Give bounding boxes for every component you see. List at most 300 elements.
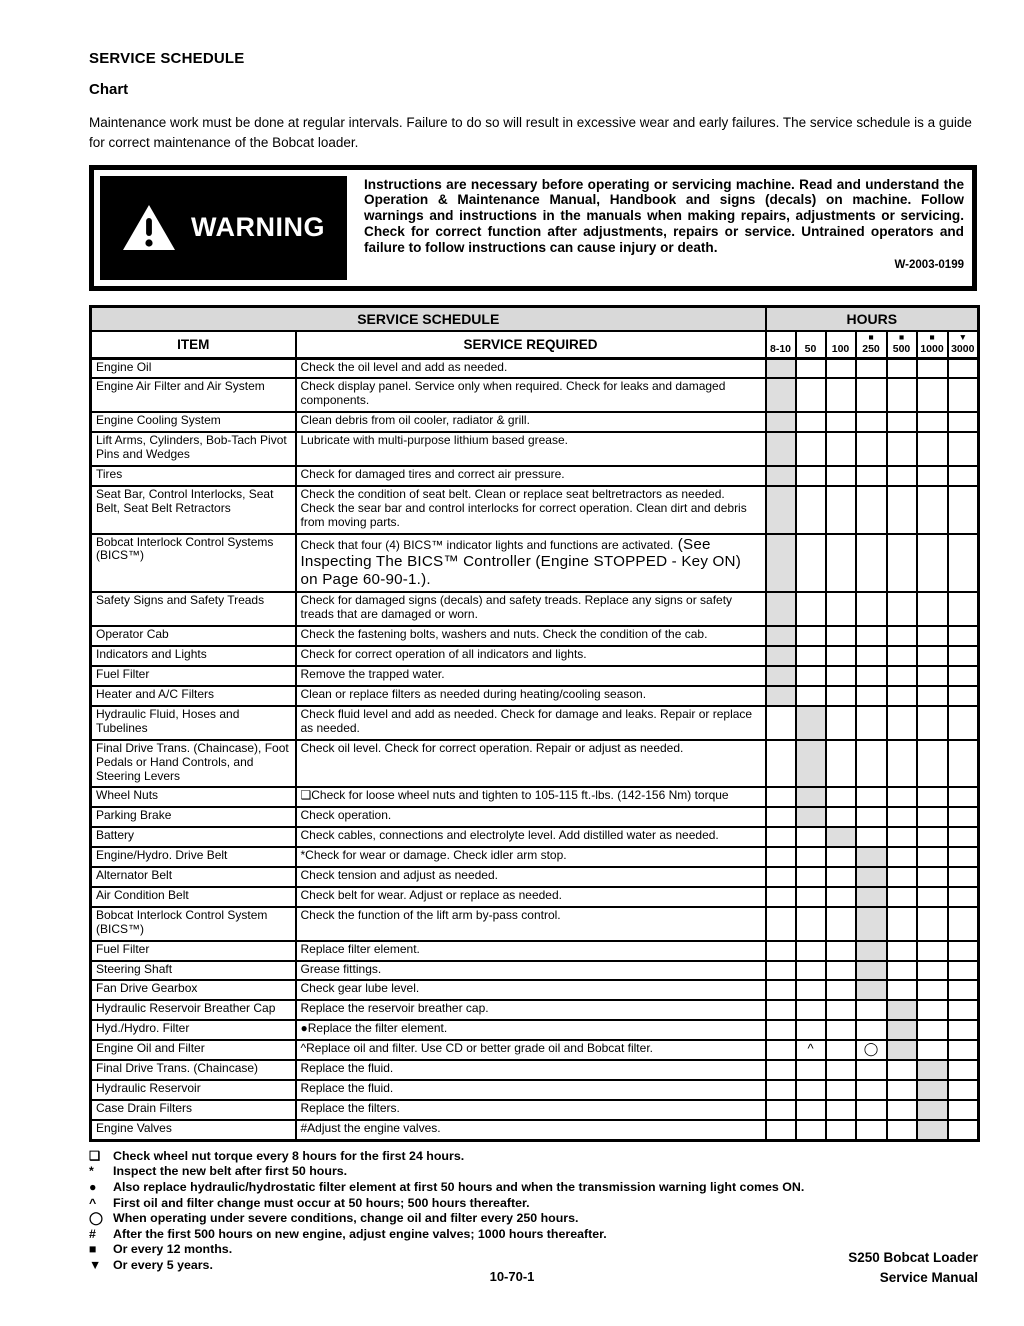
footnote-symbol: ▼ — [89, 1258, 102, 1273]
hour-cell — [917, 666, 948, 686]
hour-cell — [766, 867, 796, 887]
warning-label-text: WARNING — [191, 212, 325, 242]
hour-cell — [766, 706, 796, 740]
footnote-symbol: ◯ — [89, 1211, 103, 1226]
hour-cell — [796, 1100, 826, 1120]
hour-cell — [948, 626, 979, 646]
hour-cell — [948, 907, 979, 941]
item-cell: Alternator Belt — [91, 867, 296, 887]
hour-cell — [796, 1000, 826, 1020]
hour-cell — [826, 807, 856, 827]
hour-cell-shaded — [796, 740, 826, 788]
hour-cell-shaded — [856, 847, 887, 867]
hour-cell — [796, 466, 826, 486]
service-cell: Check for damaged signs (decals) and safety treads. Replace any signs or safety treads that are damaged or worn. — [296, 592, 766, 626]
table-row — [91, 358, 979, 378]
hour-cell — [887, 740, 917, 788]
hour-cell — [948, 867, 979, 887]
hour-cell-shaded — [766, 358, 796, 378]
hour-cell-shaded — [856, 980, 887, 1000]
footnote-text: Check wheel nut torque every 8 hours for the first 24 hours. — [113, 1148, 465, 1163]
item-cell: Seat Bar, Control Interlocks, Seat Belt, Seat Belt Retractors — [91, 486, 296, 534]
hour-cell — [917, 1040, 948, 1060]
hour-cell — [856, 1060, 887, 1080]
hour-cell — [796, 907, 826, 941]
hour-cell — [766, 787, 796, 807]
hour-cell — [917, 378, 948, 412]
hour-cell — [826, 626, 856, 646]
hour-cell — [766, 740, 796, 788]
hour-cell-shaded — [796, 787, 826, 807]
hour-cell-shaded — [887, 1040, 917, 1060]
square-marker-icon: ■ — [898, 331, 905, 342]
hour-cell — [766, 827, 796, 847]
hour-cell — [856, 706, 887, 740]
footnote — [89, 1242, 977, 1258]
item-column-header: ITEM — [91, 331, 296, 359]
hour-cell — [917, 626, 948, 646]
hour-cell — [796, 626, 826, 646]
footnote-symbol: # — [89, 1226, 96, 1241]
table-row — [91, 1000, 979, 1020]
warning-text: Instructions are necessary before operating or servicing machine. Read and understand the Operation & Maintenance Manual, Handbook and signs (decals) on machine. Follow warnings and instructions in the manuals when making repairs, adjustments or servicing. Check for correct function after adjustments, repairs or service. Untrained operators and failure to follow instructions can cause injury or death. — [364, 176, 964, 256]
service-cell: Check display panel. Service only when required. Check for leaks and damaged components. — [296, 378, 766, 412]
hour-cell — [887, 827, 917, 847]
footnote-symbol: * — [89, 1164, 94, 1179]
item-cell: Hydraulic Fluid, Hoses and Tubelines — [91, 706, 296, 740]
warning-box — [89, 165, 977, 291]
hour-cell — [796, 666, 826, 686]
hour-cell — [796, 592, 826, 626]
hour-cell-shaded — [766, 432, 796, 466]
hour-cell — [948, 412, 979, 432]
hour-cell-shaded — [796, 807, 826, 827]
footnote-text: Or every 12 months. — [113, 1242, 233, 1257]
hour-cell — [887, 980, 917, 1000]
service-cell: Check the oil level and add as needed. — [296, 358, 766, 378]
hour-cell — [766, 807, 796, 827]
table-title-left: SERVICE SCHEDULE — [91, 306, 766, 331]
footnote — [89, 1149, 977, 1165]
hour-cell — [796, 646, 826, 666]
warning-code: W-2003-0199 — [894, 258, 964, 271]
hour-cell — [766, 1060, 796, 1080]
service-cell: Check for damaged tires and correct air pressure. — [296, 466, 766, 486]
hour-cell — [948, 646, 979, 666]
table-subheader-row — [91, 331, 979, 359]
item-cell: Battery — [91, 827, 296, 847]
document-title: S250 Bobcat Loader — [848, 1249, 978, 1265]
hour-label: 500 — [892, 342, 911, 355]
hour-cell-shaded — [766, 534, 796, 593]
hour-cell-shaded — [917, 1120, 948, 1140]
hour-cell — [948, 486, 979, 534]
hour-label: 100 — [831, 342, 850, 355]
hour-cell — [887, 592, 917, 626]
table-row — [91, 907, 979, 941]
hour-cell — [887, 1060, 917, 1080]
hour-cell — [887, 358, 917, 378]
hour-cell — [766, 1080, 796, 1100]
square-marker-icon: ■ — [868, 331, 874, 342]
hour-cell — [948, 807, 979, 827]
hour-cell — [917, 534, 948, 593]
hour-cell — [887, 867, 917, 887]
hour-cell — [856, 1080, 887, 1100]
hour-cell — [948, 432, 979, 466]
hour-cell — [766, 1100, 796, 1120]
hour-cell — [948, 1100, 979, 1120]
service-cell: Check tension and adjust as needed. — [296, 867, 766, 887]
footnote-text: After the first 500 hours on new engine, adjust engine valves; 1000 hours thereafter. — [113, 1226, 607, 1241]
hour-cell — [917, 646, 948, 666]
hour-cell — [917, 466, 948, 486]
hour-cell — [917, 358, 948, 378]
item-cell: Engine Valves — [91, 1120, 296, 1140]
hour-cell — [948, 847, 979, 867]
hour-cell — [887, 941, 917, 961]
hour-cell-shaded — [766, 646, 796, 666]
hour-cell — [948, 1000, 979, 1020]
section-subtitle: Chart — [89, 81, 129, 98]
hour-cell — [826, 466, 856, 486]
table-row — [91, 1100, 979, 1120]
hour-cell-shaded — [796, 706, 826, 740]
hour-cell — [948, 980, 979, 1000]
hour-cell — [948, 358, 979, 378]
item-cell: Tires — [91, 466, 296, 486]
hour-cell-shaded — [826, 827, 856, 847]
table-row — [91, 412, 979, 432]
hour-cell — [826, 378, 856, 412]
hour-cell — [796, 1080, 826, 1100]
hour-label: 1000 — [920, 342, 944, 355]
hour-cell — [887, 432, 917, 466]
hour-label: 250 — [862, 342, 880, 355]
item-cell: Hyd./Hydro. Filter — [91, 1020, 296, 1040]
service-cell: Lubricate with multi-purpose lithium based grease. — [296, 432, 766, 466]
hour-cell — [917, 961, 948, 981]
hour-cell — [948, 1060, 979, 1080]
hour-cell — [917, 486, 948, 534]
table-row — [91, 592, 979, 626]
table-row — [91, 867, 979, 887]
service-cell: Grease fittings. — [296, 961, 766, 981]
hour-cell-shaded — [856, 887, 887, 907]
hour-cell — [887, 378, 917, 412]
item-cell: Heater and A/C Filters — [91, 686, 296, 706]
footnote-text: First oil and filter change must occur at 50 hours; 500 hours thereafter. — [113, 1195, 530, 1210]
hour-cell — [826, 1100, 856, 1120]
footnote-text: Also replace hydraulic/hydrostatic filter element at first 50 hours and when the transmission warning light comes ON. — [113, 1179, 805, 1194]
hour-cell — [887, 466, 917, 486]
hour-cell — [948, 378, 979, 412]
hour-cell-shaded — [766, 412, 796, 432]
hour-cell — [826, 592, 856, 626]
hour-cell-shaded — [856, 941, 887, 961]
footnote — [89, 1227, 977, 1243]
service-cell: Check the condition of seat belt. Clean or replace seat beltretractors as needed. Check the sear bar and control interlocks for correct operation. Clean dirt and debris from moving parts. — [296, 486, 766, 534]
hour-cell-shaded — [887, 1020, 917, 1040]
table-row — [91, 827, 979, 847]
hour-cell — [887, 907, 917, 941]
service-cell: Check the fastening bolts, washers and nuts. Check the condition of the cab. — [296, 626, 766, 646]
hour-column-header — [796, 331, 826, 359]
footnotes-section — [89, 1149, 977, 1274]
hour-cell — [856, 1100, 887, 1120]
document-subtitle: Service Manual — [879, 1269, 978, 1285]
hour-cell — [856, 787, 887, 807]
footnote-symbol: ■ — [89, 1242, 97, 1257]
hour-cell — [826, 534, 856, 593]
hour-cell — [917, 432, 948, 466]
item-cell: Engine Cooling System — [91, 412, 296, 432]
table-row — [91, 847, 979, 867]
hour-cell-shaded — [766, 486, 796, 534]
hour-cell — [948, 961, 979, 981]
service-column-header: SERVICE REQUIRED — [296, 331, 766, 359]
footnote — [89, 1180, 977, 1196]
hour-cell-shaded — [917, 1100, 948, 1120]
hour-cell — [826, 432, 856, 466]
table-row — [91, 1020, 979, 1040]
hour-cell — [917, 686, 948, 706]
hour-cell — [887, 706, 917, 740]
hour-cell — [948, 534, 979, 593]
hour-cell — [887, 534, 917, 593]
table-row — [91, 740, 979, 788]
table-row — [91, 1040, 979, 1060]
hour-cell — [856, 1120, 887, 1140]
hour-cell — [856, 686, 887, 706]
item-cell: Hydraulic Reservoir — [91, 1080, 296, 1100]
footnote-symbol: ^ — [89, 1195, 97, 1210]
hour-cell — [948, 592, 979, 626]
service-cell: Clean debris from oil cooler, radiator & grill. — [296, 412, 766, 432]
item-cell: Fan Drive Gearbox — [91, 980, 296, 1000]
hour-cell — [948, 706, 979, 740]
hour-column-header — [887, 331, 917, 359]
hour-cell — [948, 666, 979, 686]
table-row — [91, 466, 979, 486]
hour-cell — [796, 1020, 826, 1040]
hour-cell — [826, 1000, 856, 1020]
hour-cell — [766, 941, 796, 961]
hour-cell — [796, 980, 826, 1000]
hour-cell-shaded — [856, 961, 887, 981]
item-cell: Bobcat Interlock Control System (BICS™) — [91, 907, 296, 941]
item-cell: Parking Brake — [91, 807, 296, 827]
hour-cell — [796, 378, 826, 412]
hour-cell — [948, 941, 979, 961]
hour-cell — [887, 646, 917, 666]
service-cell: Check operation. — [296, 807, 766, 827]
table-row — [91, 534, 979, 593]
item-cell: Engine/Hydro. Drive Belt — [91, 847, 296, 867]
hour-cell — [826, 666, 856, 686]
hour-cell — [826, 1080, 856, 1100]
hour-cell — [796, 432, 826, 466]
hour-cell — [826, 907, 856, 941]
hour-cell — [887, 626, 917, 646]
hour-cell — [887, 666, 917, 686]
hour-cell — [766, 980, 796, 1000]
service-cell: Check belt for wear. Adjust or replace as needed. — [296, 887, 766, 907]
hour-cell — [948, 466, 979, 486]
item-cell: Hydraulic Reservoir Breather Cap — [91, 1000, 296, 1020]
hour-column-header — [766, 331, 796, 359]
service-schedule-table — [89, 305, 980, 1142]
page-number: 10-70-1 — [489, 1269, 535, 1284]
hour-cell — [856, 534, 887, 593]
hour-cell — [826, 1020, 856, 1040]
hour-cell — [948, 887, 979, 907]
hour-cell — [826, 787, 856, 807]
service-cell: ^Replace oil and filter. Use CD or better grade oil and Bobcat filter. — [296, 1040, 766, 1060]
hour-cell — [826, 980, 856, 1000]
hour-cell — [948, 740, 979, 788]
hour-cell — [826, 1040, 856, 1060]
hour-column-header — [856, 331, 887, 359]
table-row — [91, 1120, 979, 1140]
item-cell: Safety Signs and Safety Treads — [91, 592, 296, 626]
hour-cell — [917, 740, 948, 788]
hour-cell — [917, 887, 948, 907]
hour-cell — [856, 378, 887, 412]
hour-cell — [917, 412, 948, 432]
hour-cell — [856, 646, 887, 666]
table-row — [91, 807, 979, 827]
table-row — [91, 378, 979, 412]
item-cell: Engine Oil — [91, 358, 296, 378]
no-marker — [797, 332, 825, 343]
hour-cell — [826, 867, 856, 887]
hour-cell: ^ — [796, 1040, 826, 1060]
hour-cell — [948, 827, 979, 847]
hour-cell — [917, 787, 948, 807]
hour-cell — [887, 486, 917, 534]
hour-cell — [826, 706, 856, 740]
hour-cell — [826, 646, 856, 666]
hour-cell — [856, 592, 887, 626]
service-cell: Replace the filters. — [296, 1100, 766, 1120]
hour-cell — [887, 1100, 917, 1120]
hour-cell-shaded — [917, 1060, 948, 1080]
no-marker — [827, 332, 855, 343]
footnote-text: When operating under severe conditions, change oil and filter every 250 hours. — [113, 1211, 579, 1226]
hour-cell — [856, 626, 887, 646]
footnote — [89, 1196, 977, 1212]
warning-label — [100, 176, 347, 280]
item-cell: Air Condition Belt — [91, 887, 296, 907]
hour-cell — [856, 1000, 887, 1020]
service-cell: Replace the fluid. — [296, 1060, 766, 1080]
hour-cell — [766, 907, 796, 941]
hour-cell — [766, 961, 796, 981]
table-row — [91, 686, 979, 706]
page-content — [89, 0, 977, 1274]
item-cell: Fuel Filter — [91, 941, 296, 961]
footnote-text: Inspect the new belt after first 50 hours. — [113, 1164, 348, 1179]
item-cell: Fuel Filter — [91, 666, 296, 686]
document-info — [848, 1248, 978, 1289]
service-cell: Replace filter element. — [296, 941, 766, 961]
hour-cell — [826, 961, 856, 981]
hour-cell — [887, 961, 917, 981]
hour-cell — [766, 1020, 796, 1040]
item-cell: Engine Air Filter and Air System — [91, 378, 296, 412]
hour-cell — [766, 847, 796, 867]
item-cell: Indicators and Lights — [91, 646, 296, 666]
hour-cell-shaded — [766, 666, 796, 686]
footnote — [89, 1164, 977, 1180]
hour-cell-shaded — [766, 466, 796, 486]
table-row — [91, 941, 979, 961]
hour-cell-shaded — [766, 592, 796, 626]
item-cell: Wheel Nuts — [91, 787, 296, 807]
item-cell: Bobcat Interlock Control Systems (BICS™) — [91, 534, 296, 593]
table-title-hours: HOURS — [766, 306, 979, 331]
service-cell: Check for correct operation of all indicators and lights. — [296, 646, 766, 666]
hour-cell — [887, 887, 917, 907]
hour-cell — [917, 847, 948, 867]
footnote-symbol: ❑ — [89, 1148, 101, 1163]
service-cell: Check gear lube level. — [296, 980, 766, 1000]
hour-column-header — [826, 331, 856, 359]
hour-cell — [856, 666, 887, 686]
service-cell: Replace the reservoir breather cap. — [296, 1000, 766, 1020]
service-cell: Clean or replace filters as needed during heating/cooling season. — [296, 686, 766, 706]
service-cell: Check cables, connections and electrolyte level. Add distilled water as needed. — [296, 827, 766, 847]
hour-cell — [796, 1060, 826, 1080]
hour-cell — [917, 1000, 948, 1020]
table-row — [91, 887, 979, 907]
hour-cell — [948, 686, 979, 706]
table-row — [91, 1080, 979, 1100]
item-cell: Final Drive Trans. (Chaincase), Foot Pedals or Hand Controls, and Steering Levers — [91, 740, 296, 788]
hour-cell — [826, 847, 856, 867]
service-cell-large-text: (See Inspecting The BICS™ Controller (Engine STOPPED - Key ON) on Page 60-90-1.). — [300, 535, 741, 588]
hour-cell — [826, 1120, 856, 1140]
hour-cell — [948, 1040, 979, 1060]
footnote-symbol: ● — [89, 1179, 97, 1194]
hour-cell — [796, 887, 826, 907]
hour-cell: ◯ — [856, 1040, 887, 1060]
item-cell: Operator Cab — [91, 626, 296, 646]
hour-cell — [856, 807, 887, 827]
table-row — [91, 646, 979, 666]
hour-cell — [796, 412, 826, 432]
hour-cell-shaded — [766, 626, 796, 646]
hour-label: 50 — [804, 342, 817, 355]
hour-cell — [856, 486, 887, 534]
hour-cell — [887, 686, 917, 706]
hour-cell — [766, 1040, 796, 1060]
triangle-marker-icon: ▼ — [958, 331, 967, 342]
hour-cell — [856, 412, 887, 432]
hour-cell — [826, 740, 856, 788]
table-row — [91, 666, 979, 686]
service-cell: ●Replace the filter element. — [296, 1020, 766, 1040]
service-cell: ❑Check for loose wheel nuts and tighten to 105-115 ft.-lbs. (142-156 Nm) torque — [296, 787, 766, 807]
hour-cell — [796, 847, 826, 867]
square-marker-icon: ■ — [929, 331, 935, 342]
hour-column-header — [948, 331, 979, 359]
warning-triangle-icon — [122, 204, 176, 252]
hour-cell — [887, 787, 917, 807]
hour-cell — [917, 867, 948, 887]
hour-cell — [856, 432, 887, 466]
